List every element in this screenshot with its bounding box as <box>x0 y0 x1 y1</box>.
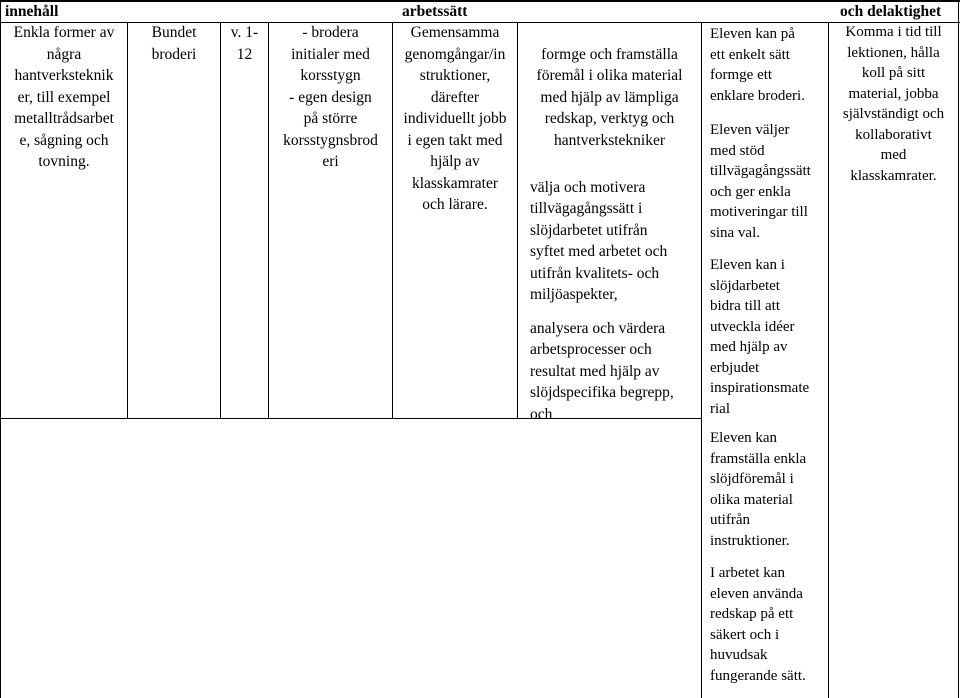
header-participation: och delaktighet <box>840 3 942 20</box>
goals-cell <box>518 22 701 173</box>
tasks-cell: - brodera initialer med korsstygn - egen design på större korsstygnsbrod eri <box>283 24 378 170</box>
criteria-item: Eleven väljer med stöd tillvägagångssätt och ger enkla motiveringar till sina val. <box>710 122 811 241</box>
content-cell: Enkla former av några hantverksteknik er, till exempel metalltrådsarbet e, sågning och tovning. <box>13 24 115 170</box>
participation-cell: Komma i tid till lektionen, hålla koll på sitt material, jobba självständigt och kollaborativt med klasskamrater. <box>842 24 945 184</box>
header-method: arbetssätt <box>402 3 468 20</box>
column-divider <box>220 22 221 418</box>
criteria-item: I arbetet kan eleven använda redskap på ett säkert och i huvudsak fungerande sätt. <box>710 565 806 684</box>
goal-item: formge och framställa föremål i olika material med hjälp av lämpliga redskap, verktyg och hantverkstekniker <box>536 45 683 149</box>
criteria-item: Eleven kan i slöjdarbetet bidra till att utveckla idéer med hjälp av erbjudet inspirationsmate rial <box>710 257 810 417</box>
table-left-border <box>0 0 1 698</box>
goal-item: analysera och värdera arbetsprocesser och resultat med hjälp av slöjdspecifika begrepp, och <box>530 319 674 423</box>
header-content: innehåll <box>5 3 59 20</box>
column-divider <box>127 22 128 418</box>
table-top-border <box>0 0 960 2</box>
method-cell: Gemensamma genomgångar/in struktioner, därefter individuellt jobb i egen takt med hjälp av klasskamrater och lärare. <box>403 24 507 213</box>
goal-item: välja och motivera tillvägagångssätt i slöjdarbetet utifrån syftet med arbetet och utifrån kvalitets- och miljöaspekter, <box>530 178 668 303</box>
theme-cell: Bundet broderi <box>151 24 197 63</box>
criteria-item: Eleven kan framställa enkla slöjdföremål i olika material utifrån instruktioner. <box>710 430 807 549</box>
criteria-item: Eleven kan på ett enkelt sätt formge ett enklare broderi. <box>710 26 805 104</box>
week-cell: v. 1- 12 <box>230 24 259 63</box>
goals-cell <box>530 296 700 447</box>
column-divider <box>701 22 702 698</box>
table-right-border <box>958 0 959 698</box>
